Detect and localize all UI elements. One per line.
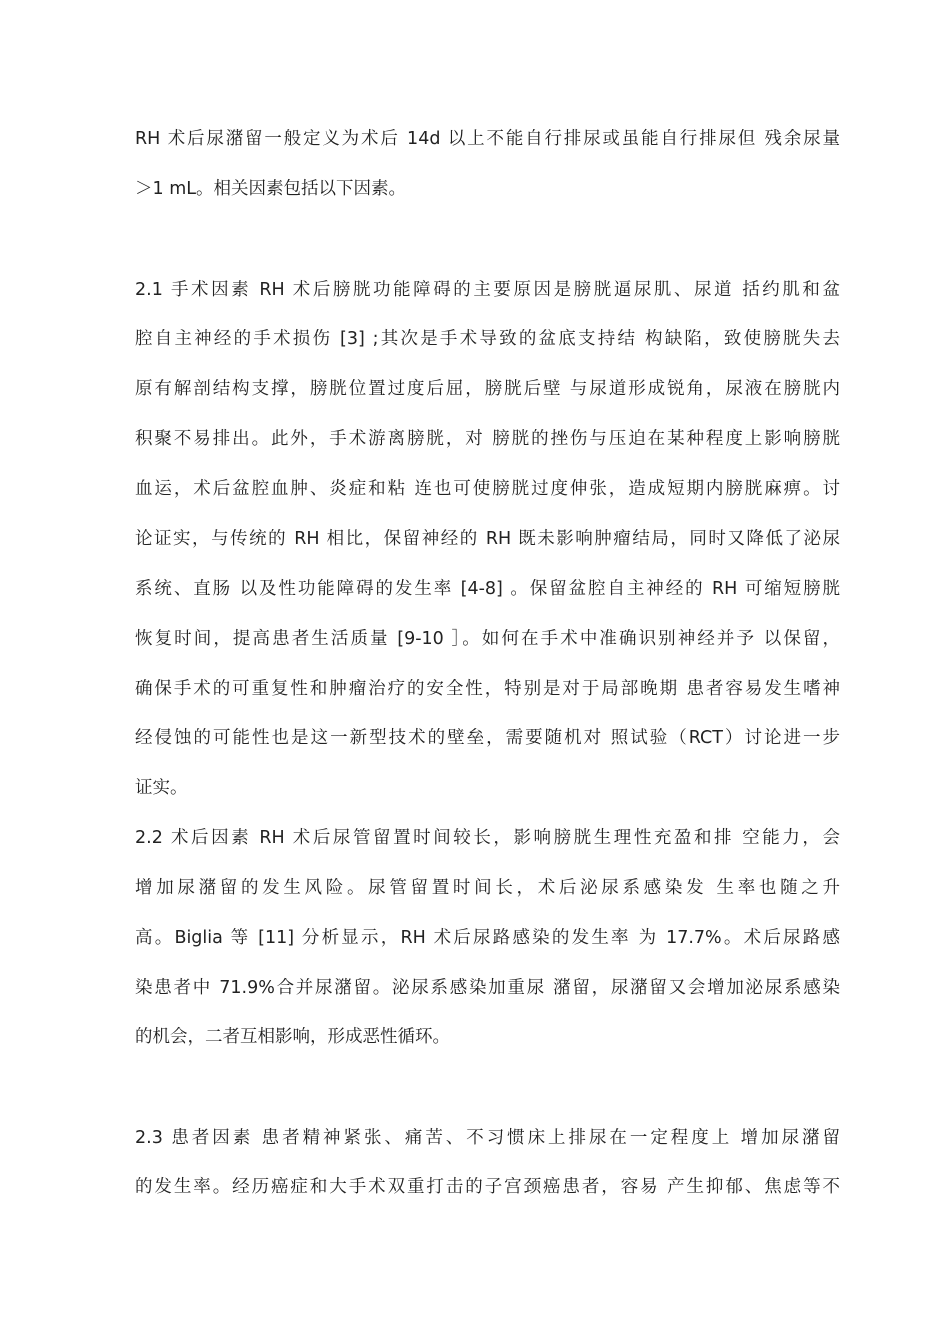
section-2-1-line-10: 经侵蚀的可能性也是这一新型技术的壁垒，需要随机对 照试验（RCT）讨论进一步 bbox=[135, 728, 840, 748]
section-2-3-line-2: 的发生率。经历癌症和大手术双重打击的子宫颈癌患者，容易 产生抑郁、焦虑等不 bbox=[135, 1177, 840, 1197]
section-2-2-line-3: 高。Biglia 等 [11] 分析显示，RH 术后尿路感染的发生率 为 17.7%。术后尿路感 bbox=[135, 928, 840, 948]
section-2-2-line-2: 增加尿潴留的发生风险。尿管留置时间长，术后泌尿系感染发 生率也随之升 bbox=[135, 878, 840, 898]
intro-line-2: ＞1 mL。相关因素包括以下因素。 bbox=[135, 179, 406, 199]
section-2-1-line-4: 积聚不易排出。此外，手术游离膀胱，对 膀胱的挫伤与压迫在某种程度上影响膀胱 bbox=[135, 429, 840, 449]
section-2-3-line-1: 2.3 患者因素 患者精神紧张、痛苦、不习惯床上排尿在一定程度上 增加尿潴留 bbox=[135, 1128, 840, 1148]
section-2-1-line-8: 恢复时间，提高患者生活质量 [9-10 ］。如何在手术中准确识别神经并予 以保留， bbox=[135, 629, 840, 649]
section-2-2-line-4: 染患者中 71.9%合并尿潴留。泌尿系感染加重尿 潴留，尿潴留又会增加泌尿系感染 bbox=[135, 978, 840, 998]
section-2-1-line-3: 原有解剖结构支撑，膀胱位置过度后屈，膀胱后壁 与尿道形成锐角，尿液在膀胱内 bbox=[135, 379, 840, 399]
section-2-2-line-5: 的机会，二者互相影响，形成恶性循环。 bbox=[135, 1027, 450, 1047]
section-2-1-line-2: 腔自主神经的手术损伤 [3] ;其次是手术导致的盆底支持结 构缺陷，致使膀胱失去 bbox=[135, 329, 840, 349]
section-2-1-line-7: 系统、直肠 以及性功能障碍的发生率 [4-8] 。保留盆腔自主神经的 RH 可缩短膀胱 bbox=[135, 579, 840, 599]
intro-line-1: RH 术后尿潴留一般定义为术后 14d 以上不能自行排尿或虽能自行排尿但 残余尿量 bbox=[135, 129, 840, 149]
section-2-1-line-1: 2.1 手术因素 RH 术后膀胱功能障碍的主要原因是膀胱逼尿肌、尿道 括约肌和盆 bbox=[135, 280, 840, 300]
section-2-1-line-11: 证实。 bbox=[135, 778, 188, 798]
section-2-1-line-5: 血运，术后盆腔血肿、炎症和粘 连也可使膀胱过度伸张，造成短期内膀胱麻痹。讨 bbox=[135, 479, 840, 499]
section-2-1-line-6: 论证实，与传统的 RH 相比，保留神经的 RH 既未影响肿瘤结局，同时又降低了泌尿 bbox=[135, 529, 840, 549]
section-2-2-line-1: 2.2 术后因素 RH 术后尿管留置时间较长，影响膀胱生理性充盈和排 空能力，会 bbox=[135, 828, 840, 848]
section-2-1-line-9: 确保手术的可重复性和肿瘤治疗的安全性，特别是对于局部晚期 患者容易发生嗜神 bbox=[135, 679, 840, 699]
